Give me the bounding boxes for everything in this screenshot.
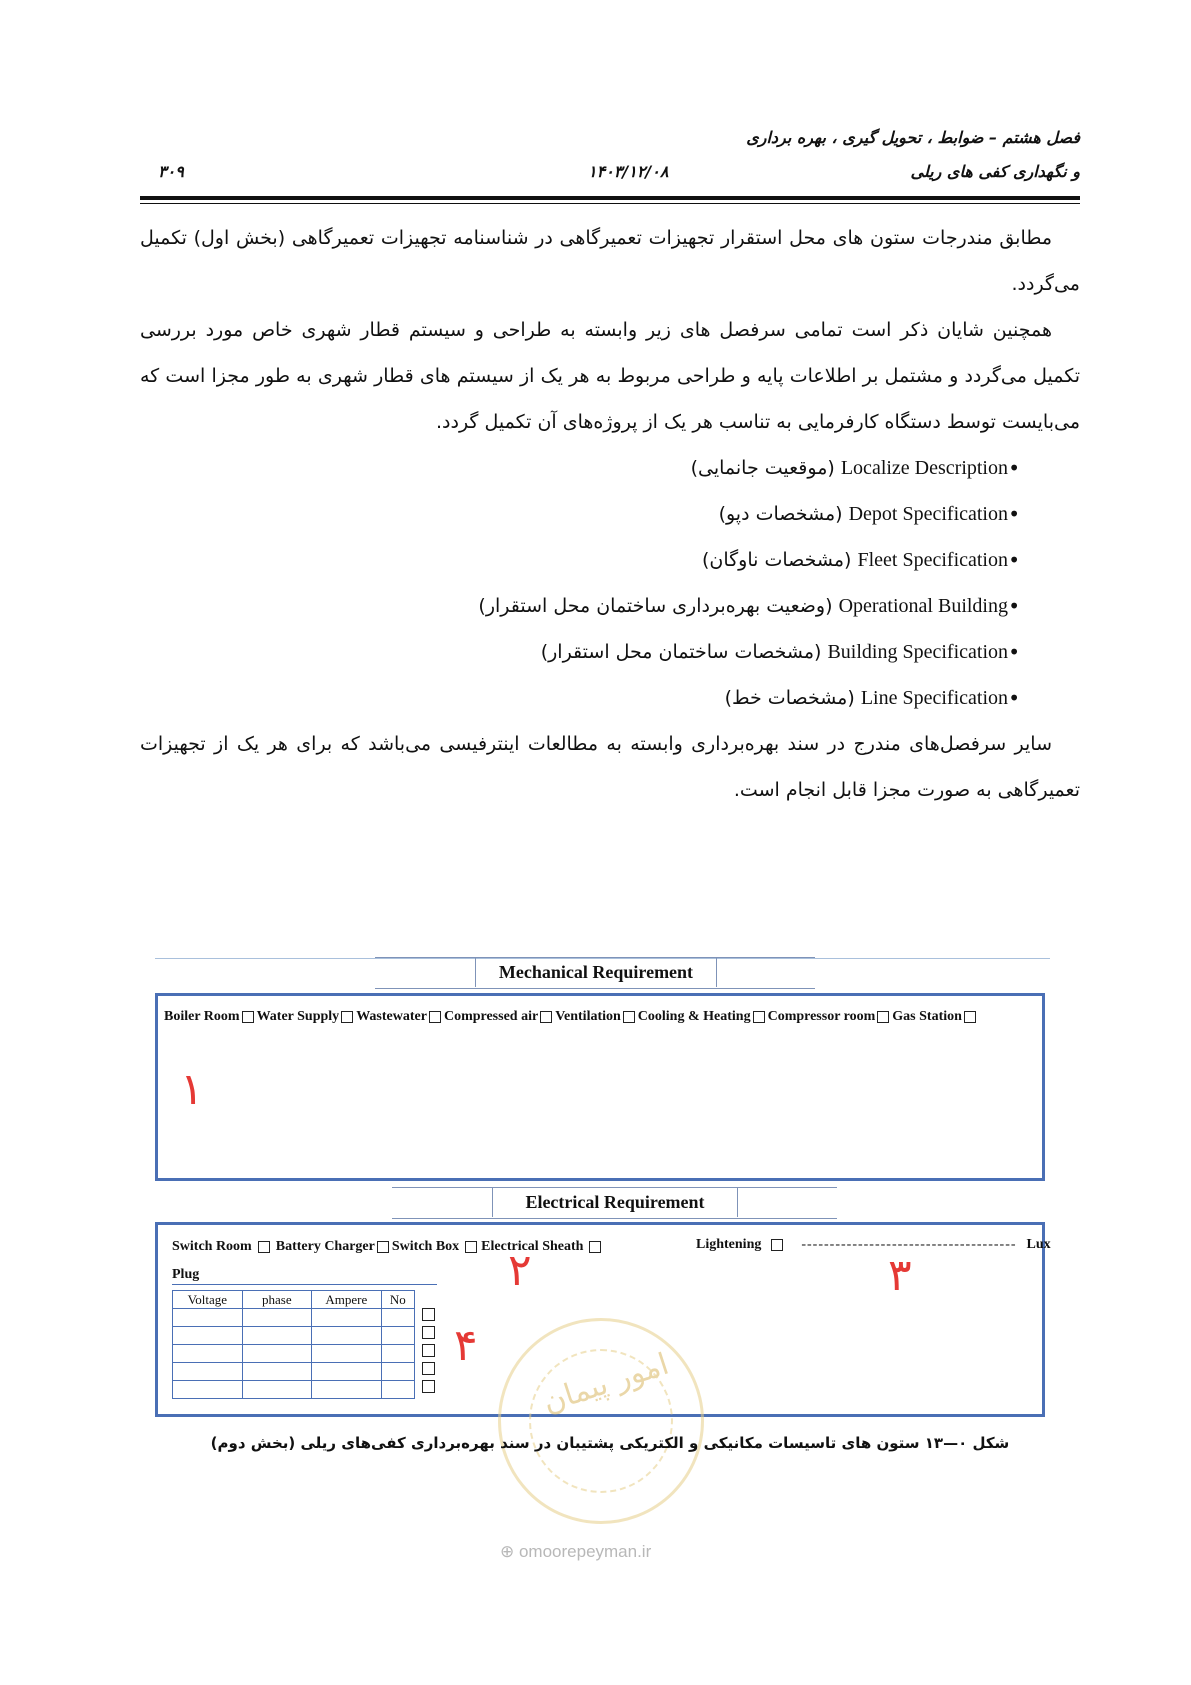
- list-item-fa: (مشخصات ساختمان محل استقرار): [540, 641, 822, 663]
- checkbox[interactable]: [258, 1241, 270, 1253]
- checkbox[interactable]: [771, 1239, 783, 1251]
- page-number: ۳۰۹: [158, 162, 184, 181]
- bullet-list: [140, 445, 1080, 721]
- table-cell[interactable]: [381, 1309, 414, 1327]
- checklist-label: Gas Station: [892, 1009, 962, 1024]
- checklist-label: Switch Box: [391, 1239, 460, 1254]
- list-item-en: Fleet Specification: [857, 549, 1008, 571]
- table-cell[interactable]: [381, 1327, 414, 1345]
- table-cell[interactable]: [242, 1309, 311, 1327]
- plug-rule: [172, 1284, 437, 1285]
- electrical-heading-rule-bottom: [392, 1218, 837, 1219]
- checkbox[interactable]: [964, 1011, 976, 1023]
- chapter-title-line1: فصل هشتم – ضوابط ، تحویل گیری ، بهره برداری: [746, 128, 1080, 147]
- checklist-label: Compressed air: [443, 1009, 539, 1024]
- table-cell[interactable]: [173, 1381, 243, 1399]
- header-rule-thin: [140, 203, 1080, 204]
- mechanical-panel: [155, 993, 1045, 1181]
- column-header: phase: [242, 1291, 311, 1309]
- checklist-label: Compressor room: [767, 1009, 876, 1024]
- table-row: [173, 1309, 415, 1327]
- table-row: [173, 1381, 415, 1399]
- plug-label: Plug: [172, 1267, 200, 1282]
- table-cell[interactable]: [242, 1381, 311, 1399]
- table-cell[interactable]: [311, 1327, 381, 1345]
- watermark-logo: [498, 1318, 704, 1524]
- table-cell[interactable]: [173, 1309, 243, 1327]
- mechanical-heading-rule-bottom: [375, 988, 815, 989]
- list-item-fa: (مشخصات دپو): [718, 503, 843, 525]
- row-checkbox[interactable]: [422, 1326, 435, 1339]
- checklist-label: Cooling & Heating: [637, 1009, 751, 1024]
- table-cell[interactable]: [242, 1363, 311, 1381]
- checklist-label: Ventilation: [555, 1009, 621, 1024]
- checklist-label: Battery Charger: [275, 1239, 375, 1254]
- checkbox[interactable]: [341, 1011, 353, 1023]
- checkbox[interactable]: [623, 1011, 635, 1023]
- electrical-checklist: [172, 1239, 607, 1255]
- header-rule-thick: [140, 196, 1080, 200]
- list-item-fa: (مشخصات ناوگان): [701, 549, 852, 571]
- table-cell[interactable]: [311, 1309, 381, 1327]
- marker-2: ۲: [508, 1245, 532, 1296]
- paragraph-2: همچنین شایان ذکر است تمامی سرفصل های زیر وابسته به طراحی و سیستم قطار شهری خاص مورد بررسی تکمیل می‌گردد و مشتمل بر اطلاعات پایه و طراحی مربوط به هر یک از سیستم های قطار شهری به طور مجزا است که می‌بایست توسط دستگاه کارفرمایی به تناسب هر یک از پروژه‌های آن تکمیل گردد.: [140, 319, 1080, 433]
- column-header: Ampere: [311, 1291, 381, 1309]
- marker-4: ۴: [454, 1320, 478, 1371]
- list-item-en: Operational Building: [838, 595, 1008, 617]
- column-header: Voltage: [173, 1291, 243, 1309]
- list-item-en: Line Specification: [860, 687, 1008, 709]
- list-item: [140, 629, 1080, 675]
- table-row: [173, 1327, 415, 1345]
- list-item-fa: (وضعیت بهره‌برداری ساختمان محل استقرار): [478, 595, 833, 617]
- list-item-fa: (موقعیت جانمایی): [690, 457, 835, 479]
- mechanical-heading: Mechanical Requirement: [475, 957, 717, 987]
- list-item-en: Localize Description: [840, 457, 1008, 479]
- checklist-label: Water Supply: [256, 1009, 340, 1024]
- checklist-label: Boiler Room: [164, 1009, 240, 1024]
- paragraph-3: سایر سرفصل‌های مندرج در سند بهره‌برداری وابسته به مطالعات اینترفیسی می‌باشد که برای هر یک از تجهیزات تعمیرگاهی به صورت مجزا قابل انجام است.: [140, 733, 1080, 801]
- table-cell[interactable]: [381, 1381, 414, 1399]
- table-cell[interactable]: [311, 1381, 381, 1399]
- figure-caption: شکل ۰—۱۳ ستون های تاسیسات مکانیکی و الکتریکی پشتیبان در سند بهره‌برداری کفی‌های ریلی (بخش دوم): [210, 1434, 1010, 1452]
- checkbox[interactable]: [589, 1241, 601, 1253]
- list-item: [140, 491, 1080, 537]
- list-item: [140, 675, 1080, 721]
- table-cell[interactable]: [381, 1363, 414, 1381]
- lightening-row: [696, 1237, 1051, 1253]
- body-text: [140, 215, 1080, 813]
- row-checkbox[interactable]: [422, 1362, 435, 1375]
- table-row: [173, 1363, 415, 1381]
- checklist-label: Wastewater: [356, 1009, 427, 1024]
- checkbox[interactable]: [465, 1241, 477, 1253]
- checklist-label: Switch Room: [172, 1239, 252, 1254]
- row-checkbox[interactable]: [422, 1380, 435, 1393]
- mechanical-checklist: [164, 1009, 979, 1025]
- list-item-en: Building Specification: [827, 641, 1008, 663]
- checklist-label: Electrical Sheath: [481, 1239, 584, 1254]
- row-checkbox[interactable]: [422, 1308, 435, 1321]
- checkbox[interactable]: [242, 1011, 254, 1023]
- checkbox[interactable]: [377, 1241, 389, 1253]
- list-item: [140, 583, 1080, 629]
- table-cell[interactable]: [173, 1345, 243, 1363]
- table-cell[interactable]: [173, 1327, 243, 1345]
- table-cell[interactable]: [173, 1363, 243, 1381]
- watermark-logo-text: امور پیمان: [538, 1346, 674, 1421]
- lightening-label: Lightening: [696, 1237, 762, 1252]
- list-item: [140, 537, 1080, 583]
- table-header-row: [173, 1291, 415, 1309]
- list-item-en: Depot Specification: [848, 503, 1008, 525]
- header-date: ۱۴۰۳/۱۲/۰۸: [588, 162, 669, 181]
- list-item-fa: (مشخصات خط): [724, 687, 855, 709]
- watermark-url-text: omoorepeyman.ir: [518, 1542, 652, 1561]
- paragraph-1: مطابق مندرجات ستون های محل استقرار تجهیزات تعمیرگاهی در شناسنامه تجهیزات تعمیرگاهی (بخش اول) تکمیل می‌گردد.: [140, 227, 1080, 295]
- plug-table: [172, 1290, 415, 1399]
- checkbox[interactable]: [877, 1011, 889, 1023]
- checkbox[interactable]: [429, 1011, 441, 1023]
- marker-3: ۳: [888, 1250, 912, 1301]
- column-header: No: [381, 1291, 414, 1309]
- checkbox[interactable]: [540, 1011, 552, 1023]
- lux-label: Lux: [1026, 1237, 1051, 1252]
- electrical-heading: Electrical Requirement: [492, 1187, 738, 1217]
- table-cell[interactable]: [381, 1345, 414, 1363]
- checkbox[interactable]: [753, 1011, 765, 1023]
- chapter-title-line2: و نگهداری کفی های ریلی: [910, 162, 1080, 181]
- list-item: [140, 445, 1080, 491]
- marker-1: ۱: [180, 1064, 204, 1115]
- table-cell[interactable]: [242, 1327, 311, 1345]
- row-checkbox[interactable]: [422, 1344, 435, 1357]
- lux-input-line[interactable]: --------------------------------------: [801, 1237, 1017, 1252]
- watermark-url: ⊕ omoorepeyman.ir: [500, 1542, 652, 1561]
- table-cell[interactable]: [242, 1345, 311, 1363]
- table-cell[interactable]: [311, 1363, 381, 1381]
- table-cell[interactable]: [311, 1345, 381, 1363]
- table-row: [173, 1345, 415, 1363]
